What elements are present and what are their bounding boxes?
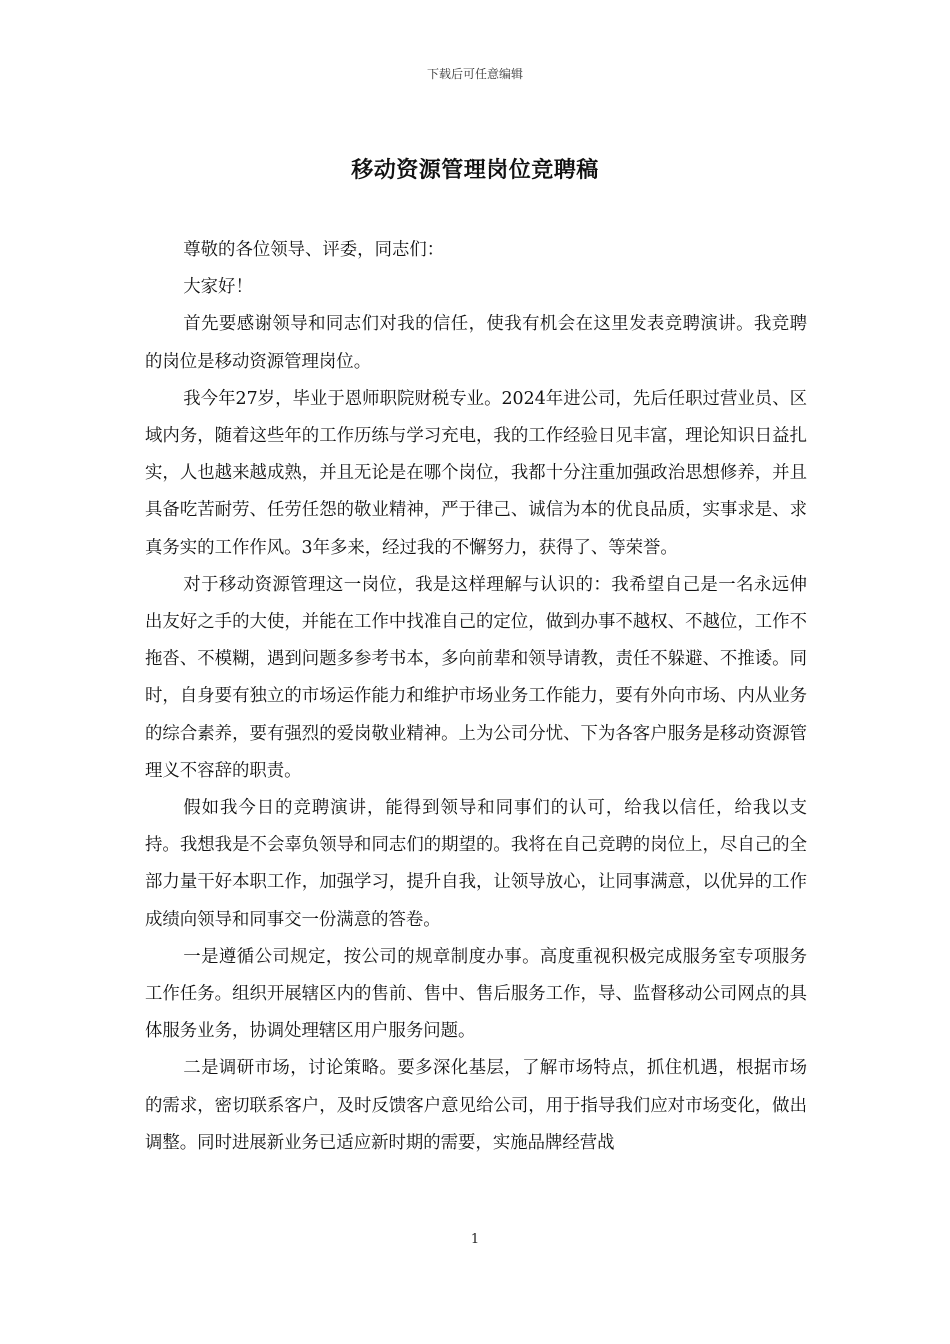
body-paragraph: 一是遵循公司规定，按公司的规章制度办事。高度重视积极完成服务室专项服务工作任务。组织开展辖区内的售前、售中、售后服务工作，导、监督移动公司网点的具体服务业务，协调处理辖区用户服务问题。 xyxy=(145,946,807,1042)
document-body xyxy=(145,232,807,1162)
greeting: 大家好！ xyxy=(183,277,253,298)
body-paragraph: 二是调研市场，讨论策略。要多深化基层，了解市场特点，抓住机遇，根据市场的需求，密切联系客户，及时反馈客户意见给公司，用于指导我们应对市场变化，做出调整。同时进展新业务已适应新时期的需要，实施品牌经营战 xyxy=(145,1058,807,1153)
body-paragraph: 我今年27岁，毕业于恩师职院财税专业。2024年进公司，先后任职过营业员、区域内务，随着这些年的工作历练与学习充电，我的工作经验日见丰富，理论知识日益扎实，人也越来越成熟，并且无论是在哪个岗位，我都十分注重加强政治思想修养，并且具备吃苦耐劳、任劳任怨的敬业精神，严于律己、诚信为本的优良品质，实事求是、求真务实的工作作风。3年多来，经过我的不懈努力，获得了、等荣誉。 xyxy=(145,388,807,558)
document-title: 移动资源管理岗位竞聘稿 xyxy=(351,157,599,183)
body-paragraph: 假如我今日的竞聘演讲，能得到领导和同事们的认可，给我以信任，给我以支持。我想我是不会辜负领导和同志们的期望的。我将在自己竞聘的岗位上，尽自己的全部力量干好本职工作，加强学习，提升自我，让领导放心，让同事满意，以优异的工作成绩向领导和同事交一份满意的答卷。 xyxy=(145,798,807,930)
body-paragraph: 对于移动资源管理这一岗位，我是这样理解与认识的：我希望自己是一名永远伸出友好之手的大使，并能在工作中找准自己的定位，做到办事不越权、不越位，工作不拖沓、不模糊，遇到问题多参考书本，多向前辈和领导请教，责任不躲避、不推诿。同时，自身要有独立的市场运作能力和维护市场业务工作能力，要有外向市场、内从业务的综合素养，要有强烈的爱岗敬业精神。上为公司分忧、下为各客户服务是移动资源管理义不容辞的职责。 xyxy=(145,574,807,781)
salutation: 尊敬的各位领导、评委，同志们： xyxy=(183,240,445,260)
body-paragraph: 首先要感谢领导和同志们对我的信任，使我有机会在这里发表竞聘演讲。我竞聘的岗位是移动资源管理岗位。 xyxy=(145,314,807,372)
page-number: 1 xyxy=(470,1232,480,1247)
page-header-note: 下载后可任意编辑 xyxy=(426,67,523,81)
